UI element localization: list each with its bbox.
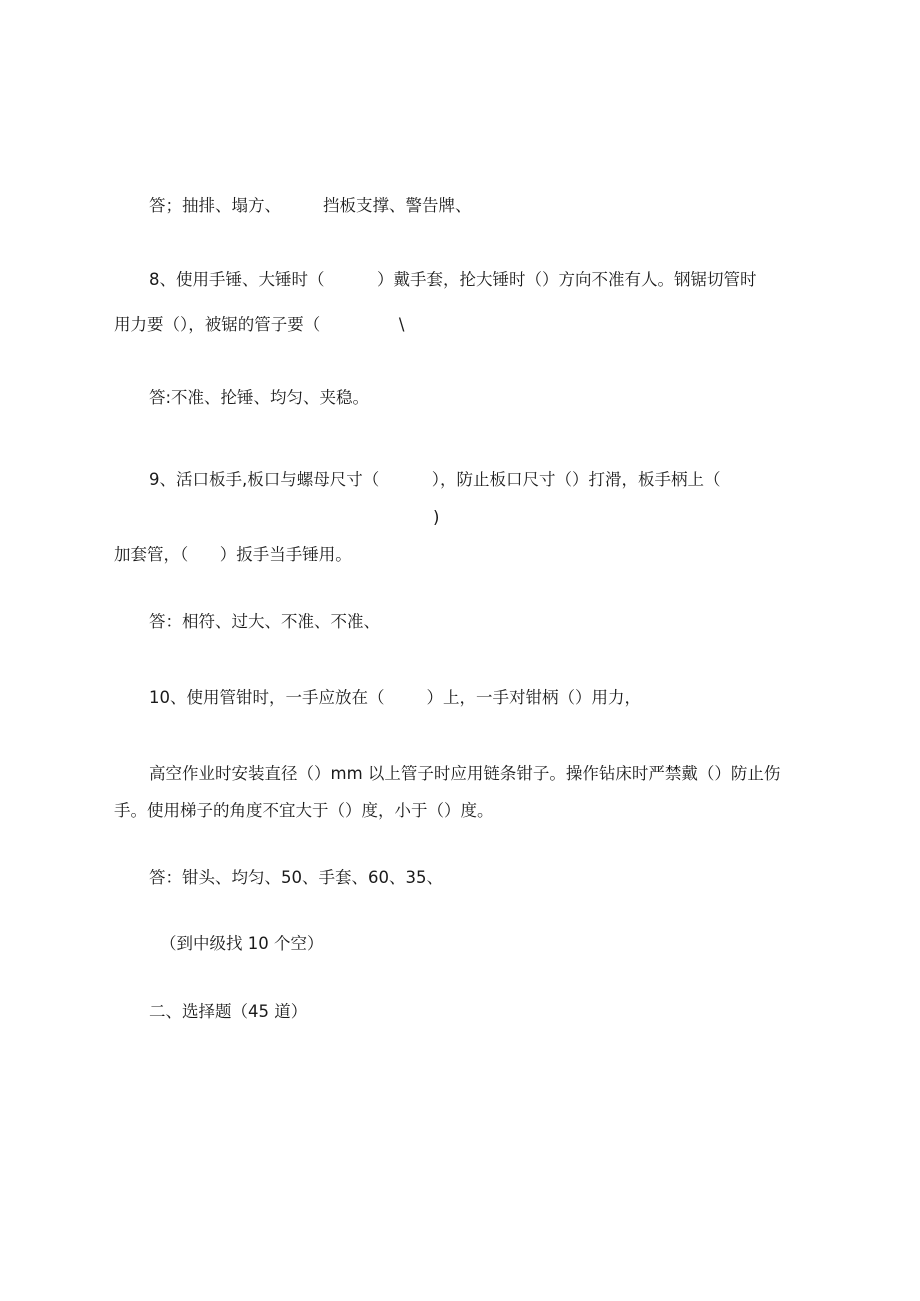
answer-line-7: 答；抽排、塌方、 挡板支撑、警告牌、 [149,196,472,215]
question-10-line-2: 高空作业时安装直径（）mm 以上管子时应用链条钳子。操作钻床时严禁戴（）防止伤 [149,764,781,783]
answer-line-8: 答:不准、抡锤、均匀、夹稳。 [149,388,370,407]
answer-line-10: 答：钳头、均匀、50、手套、60、35、 [149,868,443,887]
question-9-line-2: 加套管，（ ）扳手当手锤用。 [114,545,352,564]
section-heading: 二、选择题（45 道） [149,1002,308,1021]
note-line: （到中级找 10 个空） [160,934,324,953]
question-10-line-1: 10、使用管钳时，一手应放在（ ）上，一手对钳柄（）用力， [149,688,641,707]
answer-line-9: 答：相符、过大、不准、不准、 [149,612,380,631]
question-9-closing-paren: ) [433,508,440,527]
question-10-line-3: 手。使用梯子的角度不宜大于（）度，小于（）度。 [114,801,494,820]
question-9-line-1: 9、活口板手,板口与螺母尺寸（ ），防止板口尺寸（）打滑，板手柄上（ [149,470,721,489]
question-8-line-2: 用力要（），被锯的管子要（ \ [114,315,405,334]
question-8-line-1: 8、使用手锤、大锤时（ ）戴手套，抡大锤时（）方向不准有人。钢锯切管时 [149,270,757,289]
